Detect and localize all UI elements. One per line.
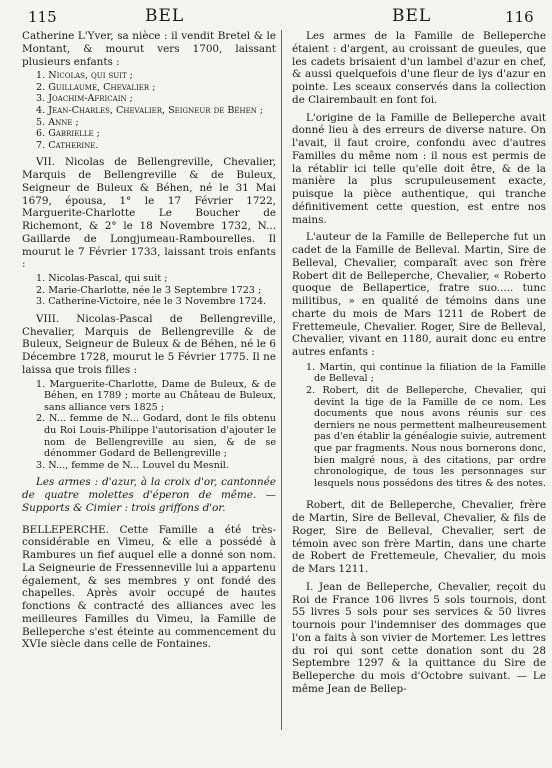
list-item: 7. Catherine. bbox=[36, 139, 99, 151]
list-item: 2. Robert, dit de Belleperche, Chevalier, qui devint la tige de la Famille de ce nom. Les documents que nous avons réunis sur ces derniers ne nous permettent malheureusement pas d'en établir la généalogie suivie, autrement que par fragments. Nous nous bornerons donc, bien malgré nous, à des citations, par ordre chronologique, de tous les personnages sur lesquels nous possédons des titres & des notes. bbox=[306, 384, 546, 489]
running-head-right: BEL bbox=[392, 6, 432, 26]
list-item: 2. Guillaume, Chevalier ; bbox=[36, 81, 156, 93]
children-list-b bbox=[22, 273, 276, 308]
running-head-left: BEL bbox=[145, 6, 185, 26]
children-list-c bbox=[22, 379, 276, 472]
intro-paragraph: Catherine L'Yver, sa nièce : il vendit Bretel & le Montant, & mourut vers 1700, laissant plusieurs enfants : bbox=[22, 30, 276, 68]
list-item: 5. Anne ; bbox=[36, 116, 79, 128]
page-number-left: 115 bbox=[28, 8, 57, 26]
sons-list bbox=[292, 362, 546, 490]
list-item: 1. Nicolas-Pascal, qui suit ; bbox=[36, 273, 168, 285]
list-item: 3. Joachim-Africain ; bbox=[36, 93, 133, 105]
list-item: 3. Catherine-Victoire, née le 3 Novembre 1724. bbox=[36, 296, 267, 308]
arms-paragraph: Les armes : d'azur, à la croix d'or, cantonnée de quatre molettes d'éperon de même. — Supports & Cimier : trois griffons d'or. bbox=[22, 476, 276, 514]
list-item: 1. Martin, qui continue la filiation de la Famille de Belleval ; bbox=[306, 361, 546, 385]
list-item: 3. N..., femme de N... Louvel du Mesnil. bbox=[36, 459, 229, 471]
left-column bbox=[22, 30, 276, 651]
jean-paragraph: I. Jean de Belleperche, Chevalier, reçoit du Roi de France 106 livres 5 sols tournois, dont 55 livres 5 sols pour ses services & 50 livres tournois pour l'indemniser des dommages que l'on a faits à son vivier de Mortemer. Les lettres du roi qui sont cette donation sont du 28 Septembre 1297 & la quittance du Sire de Belleperche du mois d'Octobre suivant. — Le même Jean de Bellep- bbox=[292, 580, 546, 695]
author-paragraph: L'auteur de la Famille de Belleperche fut un cadet de la Famille de Belleval. Martin, Sire de Belleval, Chevalier, comparaît avec son frère Robert dit de Belleperche, Chevalier, « Roberto quoque de Bellapertice, fratre suo..... tunc militibus, » en qualité de témoins dans une charte du mois de Mars 1211 de Robert de Frettemeule, Chevalier. Roger, Sire de Belleval, Chevalier, vivant en 1180, aurait donc eu entre autres enfants : bbox=[292, 231, 546, 358]
list-item: 4. Jean-Charles, Chevalier, Seigneur de Béhen ; bbox=[36, 105, 264, 117]
origin-paragraph: L'origine de la Famille de Belleperche avait donné lieu à des erreurs de diverse nature. On l'avait, il faut croire, confondu avec d'autres Familles du même nom : il nous est permis de la rétablir ici telle qu'elle doit être, & de la manière la plus scrupuleusement exacte, puisque la pièce authentique, qui tranche définitivement cette question, est entre nos mains. bbox=[292, 111, 546, 226]
list-item: 2. Marie-Charlotte, née le 3 Septembre 1723 ; bbox=[36, 284, 262, 296]
list-item: 2. N... femme de N... Godard, dont le fils obtenu du Roi Louis-Philippe l'autorisation d'ajouter le nom de Bellengreville au sien, & de se dénommer Godard de Bellengreville ; bbox=[36, 413, 276, 460]
arms-paragraph: Les armes de la Famille de Belleperche étaient : d'argent, au croissant de gueules, que les cadets brisaient d'un lambel d'azur en chef, & aussi quelquefois d'une fleur de lys d'azur en pointe. Les sceaux conservés dans la collection de Clairembault en font foi. bbox=[292, 30, 546, 106]
right-column bbox=[292, 30, 546, 696]
column-rule bbox=[281, 30, 282, 730]
robert-paragraph: Robert, dit de Belleperche, Chevalier, frère de Martin, Sire de Belleval, Chevalier, & fils de Roger, Sire de Belleval, Chevalier, sert de témoin avec son frère Martin, dans une charte de Robert de Frettemeule, Chevalier, du mois de Mars 1211. bbox=[292, 499, 546, 576]
children-list-a bbox=[22, 70, 276, 151]
list-item: 6. Gabrielle ; bbox=[36, 128, 100, 140]
generation-vii-paragraph: VII. Nicolas de Bellengreville, Chevalier, Marquis de Bellengreville & de Buleux, Seigneur de Buleux & Béhen, né le 31 Mai 1679, épousa, 1° le 17 Février 1722, Marguerite-Charlotte Le Boucher de Richemont, & 2° le 18 Novembre 1732, N... Gaillarde de Longjumeau-Rambourelles. Il mourut le 7 Février 1733, laissant trois enfants : bbox=[22, 156, 276, 271]
page-number-right: 116 bbox=[505, 8, 534, 26]
list-item: 1. Nicolas, qui suit ; bbox=[36, 70, 133, 82]
list-item: 1. Marguerite-Charlotte, Dame de Buleux, & de Béhen, en 1789 ; morte au Château de Buleux, sans alliance vers 1825 ; bbox=[36, 378, 276, 413]
generation-viii-paragraph: VIII. Nicolas-Pascal de Bellengreville, Chevalier, Marquis de Bellengreville & de Buleux, Seigneur de Buleux & de Béhen, né le 6 Décembre 1728, mourut le 5 Février 1775. Il ne laissa que trois filles : bbox=[22, 312, 276, 376]
belleperche-paragraph: BELLEPERCHE. Cette Famille a été très-considérable en Vimeu, & elle a possédé à Rambures un fief auquel elle a donné son nom. La Seigneurie de Fressenneville lui a appartenu également, & ses membres y ont fondé des chapelles. Après avoir occupé de hautes fonctions & contracté des alliances avec les meilleures Familles du Vimeu, la Famille de Belleperche s'est éteinte au commencement du XVIe siècle dans celle de Fontaines. bbox=[22, 523, 276, 651]
